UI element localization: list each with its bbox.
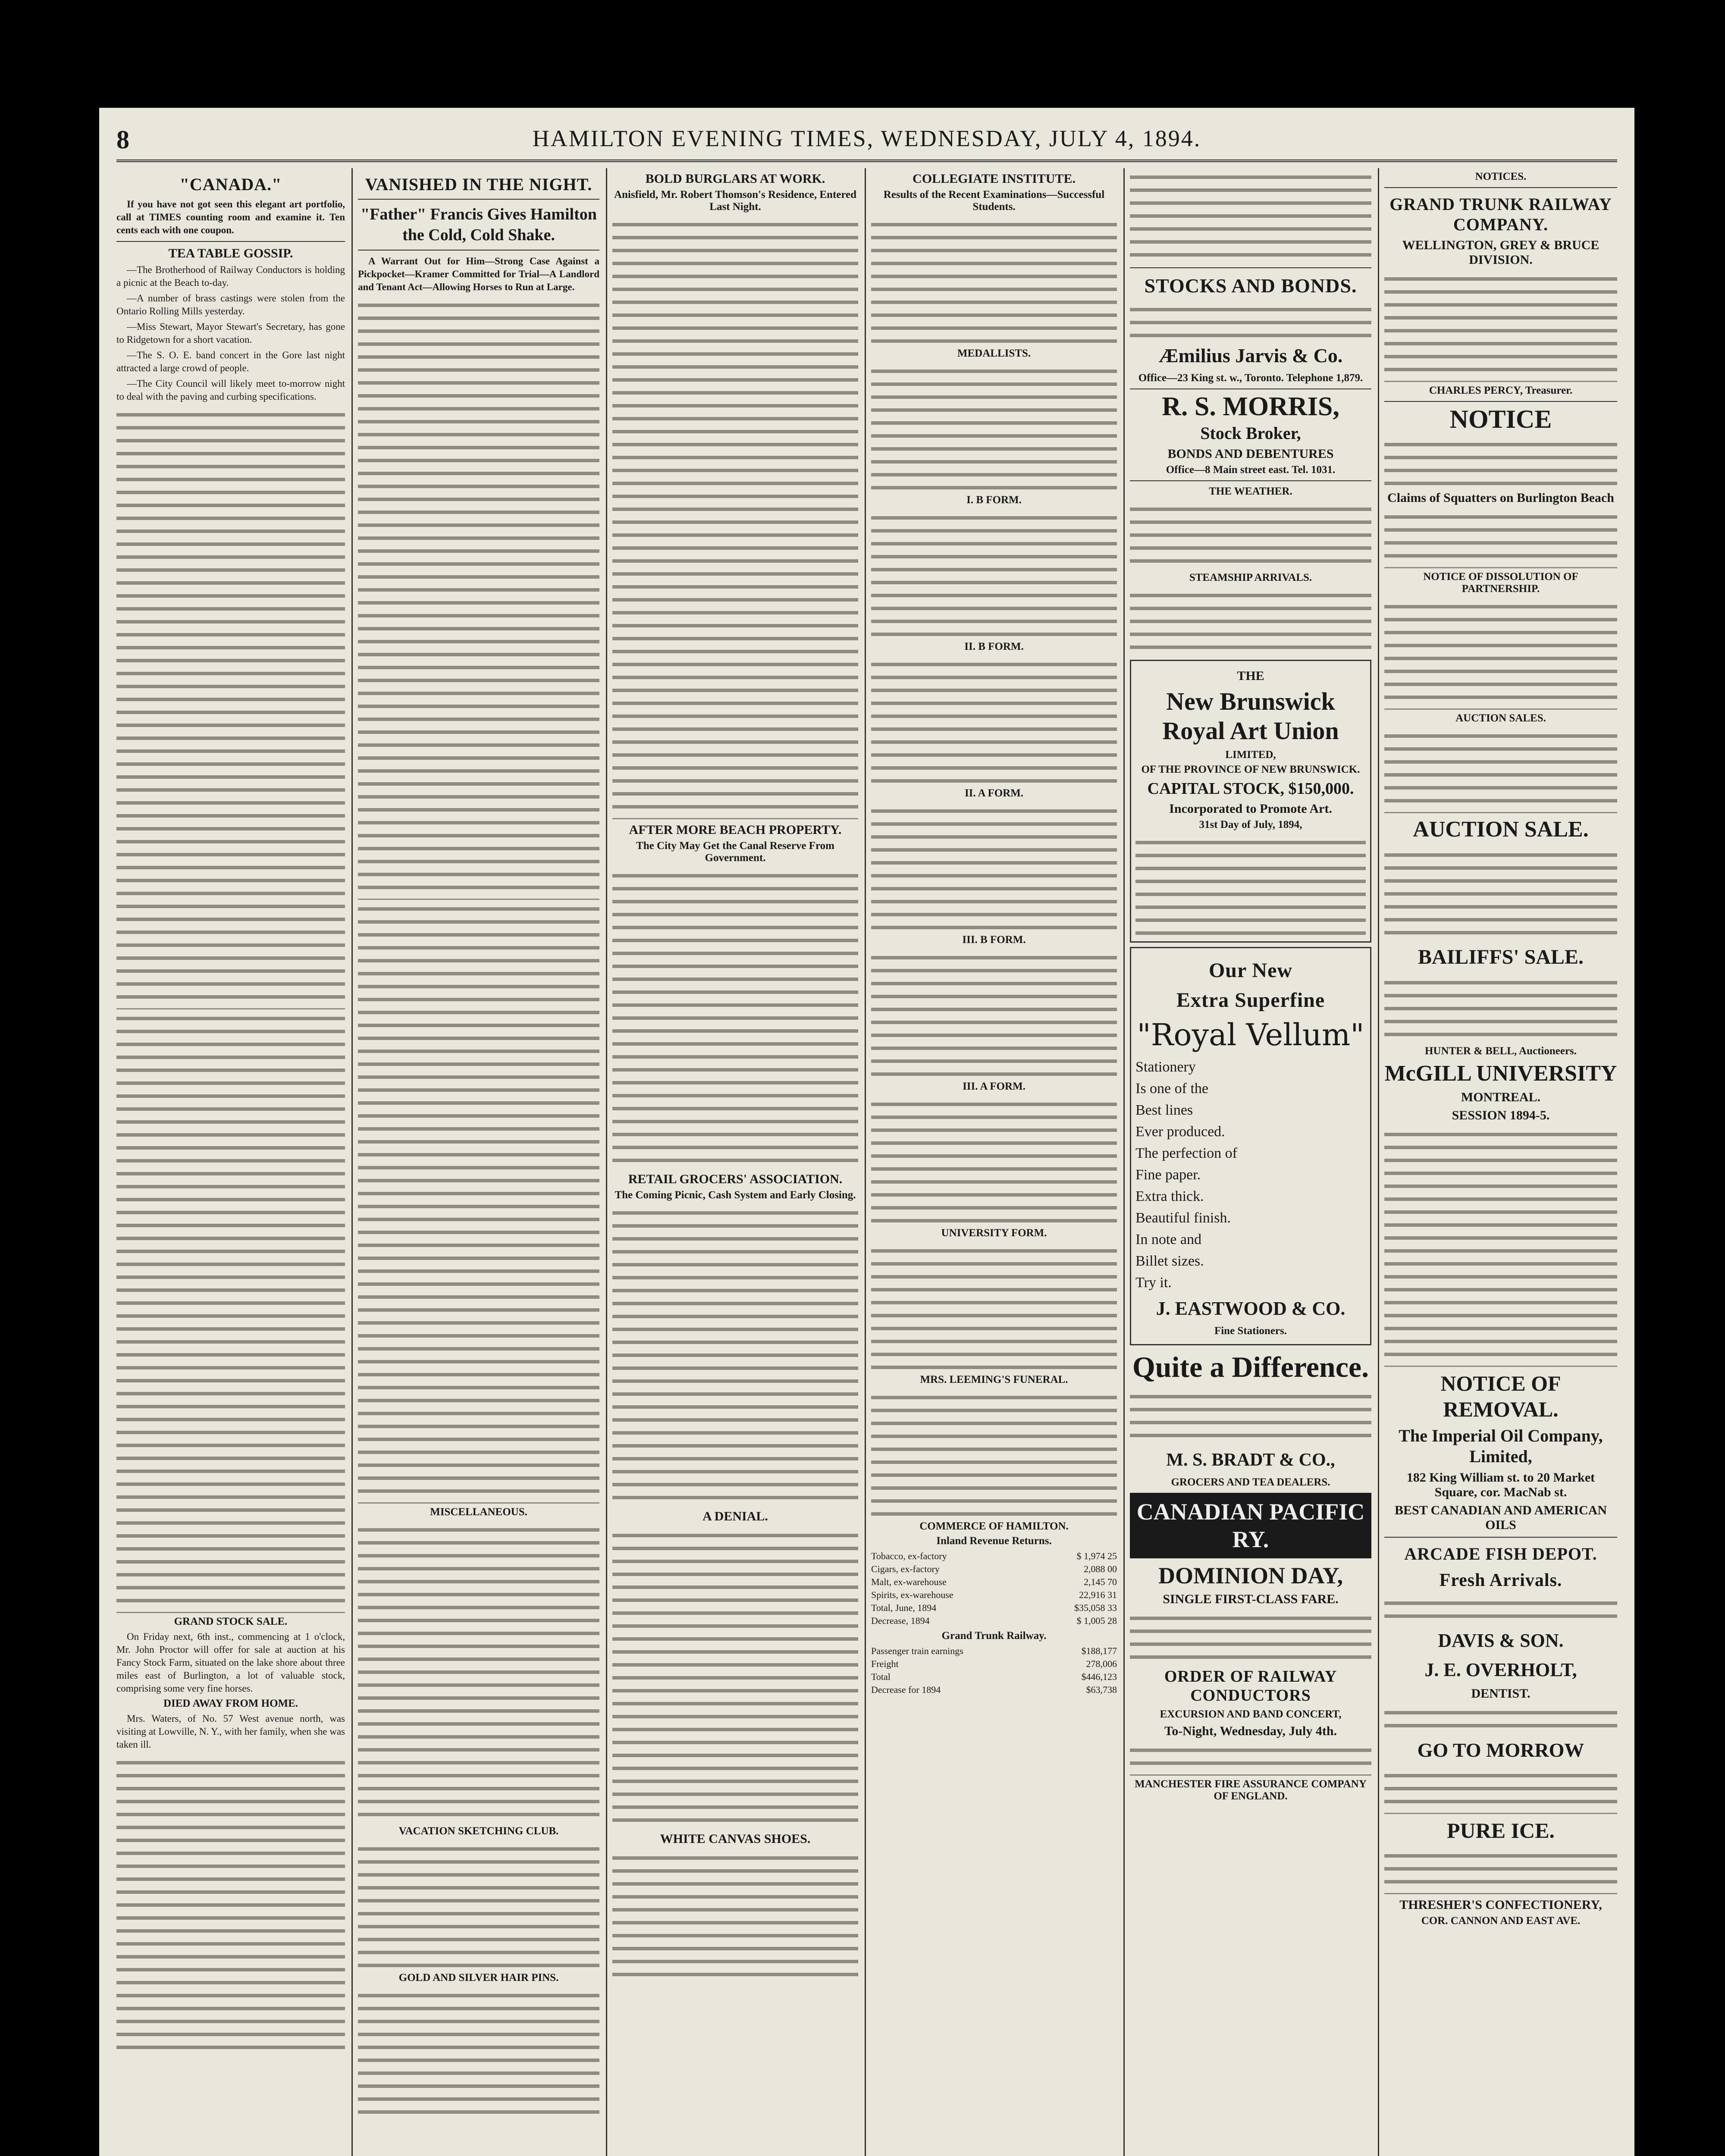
dissolution-title: NOTICE OF DISSOLUTION OF PARTNERSHIP.	[1423, 571, 1578, 595]
manchester-title: MANCHESTER FIRE ASSURANCE COMPANY OF ENGLAND.	[1135, 1778, 1367, 1802]
article-body-text	[1130, 168, 1371, 263]
university-heading: UNIVERSITY FORM.	[941, 1227, 1047, 1239]
article-body-text	[612, 216, 858, 819]
article-body-text	[1384, 1704, 1617, 1734]
article-body-text	[871, 362, 1117, 492]
column-5	[1130, 168, 1371, 2156]
column-rule	[865, 168, 866, 2156]
row-value: 22,916 31	[1079, 1589, 1117, 1600]
article-body-text	[1130, 1609, 1371, 1661]
row-label: Malt, ex-warehouse	[871, 1576, 947, 1587]
mcgill-city: MONTREAL.	[1461, 1090, 1541, 1104]
white-canvas-heading: WHITE CANVAS SHOES.	[660, 1832, 811, 1846]
removal-title: NOTICE OF REMOVAL.	[1440, 1371, 1561, 1421]
art-union-title: New Brunswick Royal Art Union	[1162, 687, 1339, 745]
vanished-deck: A Warrant Out for Him—Strong Case Against a Pickpocket—Kramer Committed for Trial—A Landlord and Tenant Act—Allowing Horses to Run at Large.	[358, 256, 599, 292]
article-body-text	[871, 1095, 1117, 1225]
article-body-text	[1384, 727, 1617, 813]
divider	[1384, 401, 1617, 402]
art-union-limited: LIMITED,	[1225, 749, 1276, 761]
article-body-text	[1135, 834, 1366, 937]
revenue-table	[871, 1550, 1117, 1627]
died-text: Mrs. Waters, of No. 57 West avenue north, was visiting at Lowville, N. Y., with her family, when she was taken ill.	[116, 1713, 345, 1750]
table-row	[871, 1601, 1117, 1614]
row-label: Passenger train earnings	[871, 1645, 963, 1656]
claims-title: Claims of Squatters on Burlington Beach	[1387, 491, 1614, 505]
vellum-line: In note and	[1135, 1232, 1201, 1247]
column-6	[1384, 168, 1617, 2156]
percy-signature: CHARLES PERCY, Treasurer.	[1429, 385, 1573, 396]
row-label: Total	[871, 1671, 891, 1682]
vellum-line: Ever produced.	[1135, 1124, 1225, 1140]
article-body-text	[358, 1840, 599, 1969]
medallists-heading: MEDALLISTS.	[957, 348, 1031, 359]
table-row	[871, 1550, 1117, 1563]
bailiffs-title: BAILIFFS' SALE.	[1418, 946, 1584, 968]
go-to-morrow: GO TO MORROW	[1417, 1739, 1584, 1761]
vellum-line: Best lines	[1135, 1102, 1193, 1118]
overholt-name: J. E. OVERHOLT,	[1424, 1659, 1577, 1680]
misc-heading: MISCELLANEOUS.	[430, 1506, 527, 1518]
column-rule	[351, 168, 353, 2156]
commerce-subheading: Inland Revenue Returns.	[936, 1535, 1052, 1547]
hunter-bell: HUNTER & BELL, Auctioneers.	[1424, 1045, 1577, 1057]
morris-address: Office—8 Main street east. Tel. 1031.	[1166, 464, 1336, 476]
dentist-label: DENTIST.	[1471, 1686, 1531, 1701]
masthead	[116, 121, 1617, 160]
row-value: 2,145 70	[1084, 1576, 1117, 1587]
burglars-subheading: Anisfield, Mr. Robert Thomson's Residence, Entered Last Night.	[614, 189, 857, 213]
davis-name: DAVIS & SON.	[1438, 1630, 1564, 1651]
arcade-title: ARCADE FISH DEPOT.	[1404, 1544, 1597, 1564]
eastwood-subtitle: Fine Stationers.	[1214, 1325, 1287, 1337]
article-body-text	[116, 406, 345, 1009]
table-row	[871, 1614, 1117, 1627]
jarvis-name: Æmilius Jarvis & Co.	[1158, 345, 1343, 367]
grocers-subheading: The Coming Picnic, Cash System and Early Closing.	[615, 1189, 856, 1201]
wgb-title: WELLINGTON, GREY & BRUCE DIVISION.	[1402, 238, 1600, 267]
table-row	[871, 1683, 1117, 1696]
conductors-date: To-Night, Wednesday, July 4th.	[1164, 1724, 1337, 1738]
article-body-text	[612, 867, 858, 1169]
grand-stock-sale-text: On Friday next, 6th inst., commencing at 1 o'clock, Mr. John Proctor will offer for sale at auction at his Fancy Stock Farm, situated on the lake shore about three miles east of Burlington, a lot of valuable stock, comprising some very fine horses.	[116, 1631, 345, 1694]
morris-subtitle: Stock Broker,	[1200, 423, 1301, 443]
article-body-text	[1130, 301, 1371, 339]
article-body-text	[612, 1849, 858, 1978]
newspaper-page	[99, 108, 1634, 2156]
article-body-text	[358, 1987, 599, 2116]
vellum-line: The perfection of	[1135, 1145, 1237, 1161]
article-body-text	[116, 1009, 345, 1613]
vellum-line: Billet sizes.	[1135, 1253, 1204, 1269]
steamship-heading: STEAMSHIP ARRIVALS.	[1189, 572, 1312, 583]
cpr-banner: CANADIAN PACIFIC RY.	[1130, 1493, 1371, 1558]
row-label: Total, June, 1894	[871, 1602, 937, 1613]
article-body-text	[1384, 1767, 1617, 1814]
row-value: $ 1,974 25	[1076, 1551, 1117, 1561]
article-body-text	[612, 1526, 858, 1828]
grand-stock-sale-heading: GRAND STOCK SALE.	[174, 1616, 288, 1627]
morris-bonds: BONDS AND DEBENTURES	[1167, 447, 1334, 461]
eastwood-name: J. EASTWOOD & CO.	[1156, 1298, 1346, 1319]
column-3	[612, 168, 858, 2156]
row-value: 278,006	[1086, 1658, 1117, 1669]
article-body-text	[1384, 598, 1617, 710]
grocers-heading: RETAIL GROCERS' ASSOCIATION.	[628, 1172, 843, 1186]
article-body-text	[358, 1521, 599, 1823]
canada-text: If you have not got seen this elegant art portfolio, call at TIMES counting room and examine it. Ten cents each with one coupon.	[116, 199, 345, 235]
table-row	[871, 1645, 1117, 1658]
article-body-text	[612, 1204, 858, 1506]
grand-trunk-heading: Grand Trunk Railway.	[941, 1630, 1047, 1642]
art-union-incorporated: Incorporated to Promote Art.	[1169, 802, 1332, 816]
pure-ice: PURE ICE.	[1446, 1818, 1555, 1843]
vellum-title: "Royal Vellum"	[1137, 1017, 1364, 1053]
newspaper-title: HAMILTON EVENING TIMES, WEDNESDAY, JULY 4, 1894.	[532, 125, 1201, 151]
article-body-text	[871, 1242, 1117, 1371]
imperial-oil-title: The Imperial Oil Company, Limited,	[1399, 1426, 1603, 1466]
article-body-text	[1384, 974, 1617, 1043]
row-value: $446,123	[1081, 1671, 1117, 1682]
row-label: Cigars, ex-factory	[871, 1564, 940, 1574]
beach-subheading: The City May Get the Canal Reserve From Government.	[636, 840, 834, 864]
row-label: Spirits, ex-warehouse	[871, 1589, 953, 1600]
bradt-name: M. S. BRADT & CO.,	[1166, 1450, 1335, 1470]
notices-heading: NOTICES.	[1475, 171, 1527, 182]
vellum-line: Fine paper.	[1135, 1167, 1201, 1183]
vellum-line: Try it.	[1135, 1275, 1172, 1291]
column-rule	[1123, 168, 1125, 2156]
jarvis-address: Office—23 King st. w., Toronto. Telephone 1,879.	[1138, 372, 1363, 384]
art-union-province: OF THE PROVINCE OF NEW BRUNSWICK.	[1141, 764, 1360, 775]
column-4	[871, 168, 1117, 2156]
form-heading: II. A FORM.	[964, 787, 1024, 799]
stocks-heading: STOCKS AND BONDS.	[1144, 275, 1357, 297]
thresher-title: THRESHER'S CONFECTIONERY,	[1399, 1898, 1602, 1912]
funeral-heading: MRS. LEEMING'S FUNERAL.	[920, 1374, 1068, 1385]
mcgill-session: SESSION 1894-5.	[1452, 1108, 1550, 1122]
mcgill-title: McGILL UNIVERSITY	[1384, 1061, 1617, 1086]
article-body-text	[1384, 436, 1617, 487]
weather-heading: THE WEATHER.	[1209, 486, 1292, 497]
column-rule	[1378, 168, 1379, 2156]
row-label: Tobacco, ex-factory	[871, 1551, 947, 1561]
article-body-text	[871, 1388, 1117, 1518]
article-body-text	[871, 802, 1117, 931]
article-body-text	[1384, 508, 1617, 568]
divider	[116, 241, 345, 242]
article-body-text	[1384, 846, 1617, 941]
denial-heading: A DENIAL.	[703, 1509, 768, 1523]
row-value: 2,088 00	[1084, 1564, 1117, 1574]
article-body-text	[871, 949, 1117, 1078]
divider	[1384, 187, 1617, 188]
gossip-heading: TEA TABLE GOSSIP.	[168, 246, 293, 260]
column-1	[116, 168, 345, 2156]
divider	[1130, 267, 1371, 268]
column-rule	[606, 168, 607, 2156]
row-value: $188,177	[1081, 1645, 1117, 1656]
gtr-title: GRAND TRUNK RAILWAY COMPANY.	[1389, 194, 1612, 234]
art-union-ad	[1130, 660, 1371, 943]
morris-name: R. S. MORRIS,	[1162, 392, 1339, 421]
form-heading: III. A FORM.	[963, 1081, 1026, 1092]
burglars-heading: BOLD BURGLARS AT WORK.	[645, 172, 825, 186]
divider	[358, 199, 599, 200]
form-heading: I. B FORM.	[966, 494, 1022, 506]
fresh-arrivals: Fresh Arrivals.	[1439, 1570, 1562, 1590]
article-body-text	[1384, 1594, 1617, 1624]
form-heading: II. B FORM.	[964, 641, 1024, 652]
auction-sales-heading: AUCTION SALES.	[1455, 712, 1546, 724]
form-heading: III. B FORM.	[962, 934, 1026, 946]
article-body-text	[358, 900, 599, 1504]
art-union-capital: CAPITAL STOCK, $150,000.	[1147, 780, 1354, 798]
dominion-day: DOMINION DAY,	[1158, 1563, 1343, 1589]
art-union-the: THE	[1237, 669, 1264, 683]
art-union-date: 31st Day of July, 1894,	[1199, 819, 1302, 830]
article-body-text	[1130, 1741, 1371, 1776]
gossip-item: —A number of brass castings were stolen from the Ontario Rolling Mills yesterday.	[116, 293, 345, 317]
gossip-item: —The City Council will likely meet to-morrow night to deal with the paving and curbing specifications.	[116, 378, 345, 402]
article-body-text	[1384, 270, 1617, 382]
article-body-text	[871, 216, 1117, 345]
article-body-text	[1130, 500, 1371, 569]
article-body-text	[1384, 1847, 1617, 1894]
table-row	[871, 1589, 1117, 1601]
vellum-our-new: Our New	[1208, 959, 1293, 982]
vellum-line: Beautiful finish.	[1135, 1210, 1231, 1226]
collegiate-heading: COLLEGIATE INSTITUTE.	[913, 172, 1076, 186]
single-fare: SINGLE FIRST-CLASS FARE.	[1163, 1592, 1339, 1606]
row-value: $63,738	[1086, 1684, 1117, 1695]
row-value: $ 1,005 28	[1076, 1615, 1117, 1626]
table-row	[871, 1658, 1117, 1670]
row-label: Freight	[871, 1658, 899, 1669]
article-body-text	[871, 509, 1117, 638]
row-label: Decrease for 1894	[871, 1684, 941, 1695]
bradt-subtitle: GROCERS AND TEA DEALERS.	[1171, 1476, 1330, 1488]
row-label: Decrease, 1894	[871, 1615, 930, 1626]
article-body-text	[1130, 586, 1371, 655]
oils-line: BEST CANADIAN AND AMERICAN OILS	[1394, 1503, 1607, 1532]
auction-sale-title: AUCTION SALE.	[1413, 817, 1589, 842]
vanished-subheading: "Father" Francis Gives Hamilton the Cold, Cold Shake.	[361, 205, 597, 244]
masthead-rule	[116, 160, 1617, 162]
royal-vellum-ad	[1130, 947, 1371, 1345]
article-body-text	[871, 655, 1117, 785]
gossip-item: —The Brotherhood of Railway Conductors is holding a picnic at the Beach to-day.	[116, 264, 345, 288]
vellum-extra: Extra Superfine	[1176, 989, 1325, 1012]
collegiate-subheading: Results of the Recent Examinations—Successful Students.	[883, 189, 1105, 213]
quite-difference-title: Quite a Difference.	[1132, 1351, 1369, 1383]
thresher-address: COR. CANNON AND EAST AVE.	[1421, 1915, 1581, 1927]
vanished-heading: VANISHED IN THE NIGHT.	[365, 175, 593, 194]
vellum-line: Stationery	[1135, 1059, 1196, 1075]
table-row	[871, 1576, 1117, 1589]
article-body-text	[1384, 1125, 1617, 1367]
vacation-heading: VACATION SKETCHING CLUB.	[398, 1825, 559, 1837]
died-heading: DIED AWAY FROM HOME.	[163, 1698, 298, 1709]
divider	[358, 250, 599, 251]
imperial-oil-address: 182 King William st. to 20 Market Square, cor. MacNab st.	[1406, 1470, 1595, 1499]
column-2	[358, 168, 599, 2156]
article-body-text	[116, 1754, 345, 2056]
vellum-line: Extra thick.	[1135, 1188, 1204, 1204]
commerce-heading: COMMERCE OF HAMILTON.	[919, 1520, 1069, 1532]
gossip-item: —The S. O. E. band concert in the Gore last night attracted a large crowd of people.	[116, 350, 345, 373]
grand-trunk-table	[871, 1645, 1117, 1696]
notice-title: NOTICE	[1449, 405, 1552, 433]
gold-heading: GOLD AND SILVER HAIR PINS.	[398, 1972, 559, 1984]
article-body-text	[358, 296, 599, 900]
table-row	[871, 1670, 1117, 1683]
article-body-text	[1130, 1388, 1371, 1444]
vellum-line: Is one of the	[1135, 1081, 1209, 1097]
page-number: 8	[116, 125, 131, 154]
divider	[1384, 1537, 1617, 1538]
canada-title: "CANADA."	[179, 175, 282, 194]
table-row	[871, 1563, 1117, 1576]
conductors-subtitle: EXCURSION AND BAND CONCERT,	[1160, 1708, 1342, 1720]
divider	[1130, 480, 1371, 481]
gossip-item: —Miss Stewart, Mayor Stewart's Secretary, has gone to Ridgetown for a short vacation.	[116, 321, 345, 345]
row-value: $35,058 33	[1074, 1602, 1117, 1613]
beach-heading: AFTER MORE BEACH PROPERTY.	[629, 823, 842, 837]
conductors-title: ORDER OF RAILWAY CONDUCTORS	[1164, 1667, 1337, 1705]
